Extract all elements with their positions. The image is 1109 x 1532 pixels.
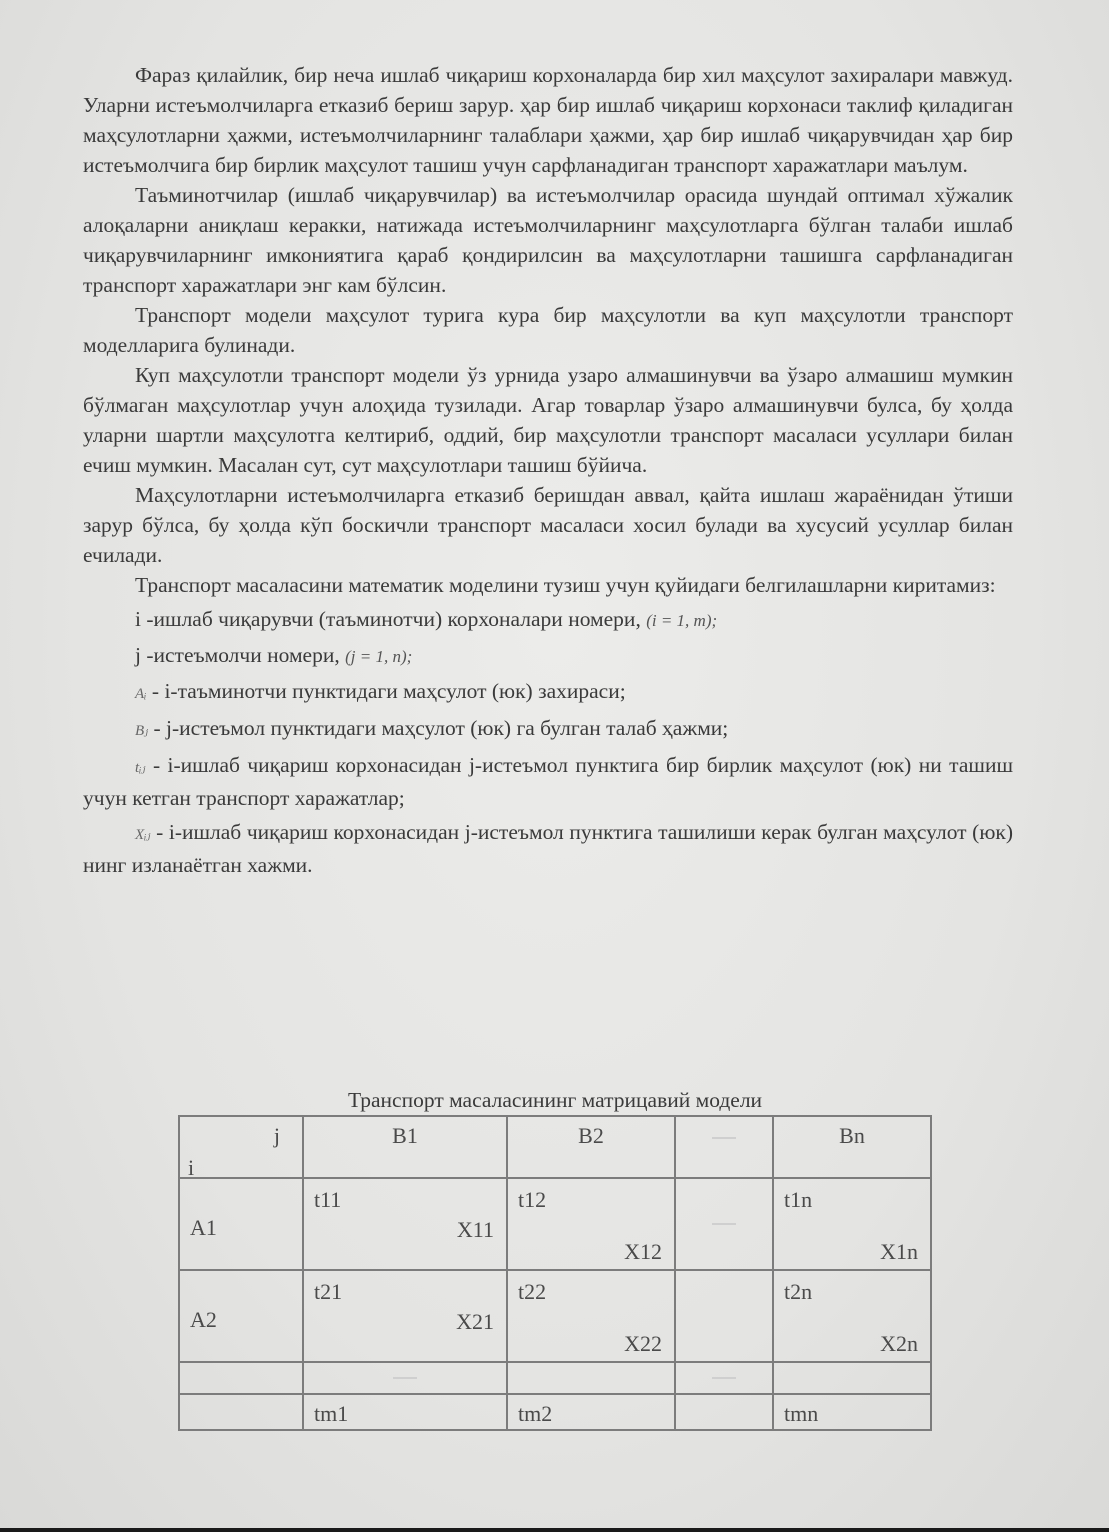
matrix-cell — [303, 1178, 507, 1270]
column-header: B1 — [303, 1116, 507, 1178]
body-text — [83, 60, 1013, 880]
corner-j-label: j — [273, 1123, 280, 1148]
corner-cell — [179, 1116, 303, 1178]
definition-x-text: - i-ишлаб чиқариш корхонасидан j-истеъмол пунктига ташилиши керак булган маҳсулот (юк) нинг изланаётган хажми. — [83, 820, 1013, 877]
matrix-cell — [507, 1394, 675, 1430]
matrix-cell — [303, 1270, 507, 1362]
definition-t-text: - i-ишлаб чиқариш корхонасидан j-истеъмол пунктига бир бирлик маҳсулот (юк) ни ташиш учун кетган транспорт харажатлар; — [83, 753, 1014, 810]
ellipsis-cell — [675, 1362, 773, 1394]
symbol-a: Aᵢ — [135, 686, 147, 702]
column-header-ellipsis — [675, 1116, 773, 1178]
symbol-x: Xᵢⱼ — [135, 827, 151, 843]
table-row — [179, 1178, 931, 1270]
ellipsis-cell — [303, 1362, 507, 1394]
table-row — [179, 1270, 931, 1362]
definition-a — [83, 676, 1013, 709]
table-row-last — [179, 1394, 931, 1430]
corner-i-label: i — [188, 1155, 195, 1180]
paragraph-4: Куп маҳсулотли транспорт модели ўз урнида узаро алмашинувчи ва ўзаро алмашиш мумкин бўлмаган маҳсулотлар учун алоҳида тузилади. Агар товарлар ўзаро алмашинувчи булса, бу ҳолда уларни шартли маҳсулотга келтириб, оддий, бир маҳсулотли транспорт масаласи усуллари билан ечиш мумкин. Масалан сут, сут маҳсулотлари ташиш бўйича. — [83, 363, 1013, 477]
dash-mark — [712, 1137, 736, 1139]
cost-value: t21 — [314, 1279, 343, 1304]
cost-value: t12 — [518, 1187, 547, 1212]
paragraph-5: Маҳсулотларни истеъмолчиларга етказиб беришдан аввал, қайта ишлаш жараёнидан ўтиши зарур бўлса, бу ҳолда кўп боскичли транспорт масаласи хосил булади ва хусусий усуллар билан ечилади. — [83, 483, 1013, 567]
cost-value: t2n — [784, 1279, 813, 1304]
cost-value: t22 — [518, 1279, 547, 1304]
matrix-cell — [773, 1178, 931, 1270]
row-label: A2 — [190, 1307, 217, 1332]
paragraph-2: Таъминотчилар (ишлаб чиқарувчилар) ва истеъмолчилар орасида шундай оптимал хўжалик алоқаларни аниқлаш керакки, натижада истеъмолчиларнинг маҳсулотларга бўлган талаби ишлаб чиқарувчиларнинг имкониятига қараб қондирилсин ва маҳсулотларни ташишга сарфланадиган транспорт харажатлари энг кам бўлсин. — [83, 183, 1013, 297]
row-label: A1 — [190, 1215, 217, 1240]
volume-value: X2n — [880, 1331, 918, 1356]
row-label-cell — [179, 1178, 303, 1270]
definition-i — [83, 604, 1013, 636]
last-row-value: tm1 — [314, 1401, 349, 1426]
row-label-cell — [179, 1394, 303, 1430]
matrix-cell — [507, 1178, 675, 1270]
definition-j-text: j -истеъмолчи номери, — [135, 643, 340, 667]
table-caption: Транспорт масаласининг матрицавий модели — [347, 1088, 763, 1112]
symbol-t: tᵢⱼ — [135, 760, 146, 776]
ellipsis-cell — [773, 1362, 931, 1394]
ellipsis-cell — [675, 1394, 773, 1430]
matrix-cell — [773, 1394, 931, 1430]
column-header: Bn — [773, 1116, 931, 1178]
table-row-ellipsis — [179, 1362, 931, 1394]
scan-edge — [0, 1528, 1109, 1532]
paragraph-6: Транспорт масаласини математик моделини тузиш учун қуйидаги белгилашларни киритамиз: — [135, 573, 996, 597]
column-header: B2 — [507, 1116, 675, 1178]
ellipsis-cell — [507, 1362, 675, 1394]
dash-mark — [712, 1377, 736, 1379]
definition-t — [83, 750, 1013, 813]
ellipsis-cell — [179, 1362, 303, 1394]
transport-matrix-table — [178, 1115, 932, 1431]
volume-value: X12 — [624, 1239, 662, 1264]
paragraph-3: Транспорт модели маҳсулот турига кура бир маҳсулотли ва куп маҳсулотли транспорт моделларига булинади. — [83, 303, 1013, 357]
definition-a-text: - i-таъминотчи пунктидаги маҳсулот (юк) захираси; — [151, 679, 626, 703]
definition-x — [83, 817, 1013, 880]
definition-j — [83, 640, 1013, 672]
last-row-value: tmn — [784, 1401, 819, 1426]
volume-value: X22 — [624, 1331, 662, 1356]
dash-mark — [712, 1223, 736, 1225]
ellipsis-cell — [675, 1270, 773, 1362]
definition-b — [83, 713, 1013, 746]
row-label-cell — [179, 1270, 303, 1362]
symbol-b: Bⱼ — [135, 723, 149, 739]
volume-value: X11 — [456, 1217, 494, 1242]
cost-value: t11 — [314, 1187, 342, 1212]
definition-i-range: (i = 1, m); — [646, 611, 718, 630]
definition-b-text: - j-истеъмол пунктидаги маҳсулот (юк) га булган талаб ҳажми; — [153, 716, 729, 740]
matrix-cell — [773, 1270, 931, 1362]
definition-i-text: i -ишлаб чиқарувчи (таъминотчи) корхоналари номери, — [135, 607, 641, 631]
last-row-value: tm2 — [518, 1401, 553, 1426]
definition-j-range: (j = 1, n); — [345, 647, 413, 666]
matrix-cell — [507, 1270, 675, 1362]
table-header-row — [179, 1116, 931, 1178]
volume-value: X1n — [880, 1239, 918, 1264]
volume-value: X21 — [456, 1309, 494, 1334]
ellipsis-cell — [675, 1178, 773, 1270]
dash-mark — [393, 1377, 417, 1379]
matrix-cell — [303, 1394, 507, 1430]
paragraph-1: Фараз қилайлик, бир неча ишлаб чиқариш корхоналарда бир хил маҳсулот захиралари мавжуд. Уларни истеъмолчиларга етказиб бериш зарур. ҳар бир ишлаб чиқариш корхонаси таклиф қиладиган маҳсулотларни ҳажми, истеъмолчиларнинг талаблари ҳажми, ҳар бир ишлаб чиқарувчидан ҳар бир истеъмолчига бир бирлик маҳсулот ташиш учун сарфланадиган транспорт харажатлари маълум. — [83, 63, 1013, 177]
cost-value: t1n — [784, 1187, 813, 1212]
